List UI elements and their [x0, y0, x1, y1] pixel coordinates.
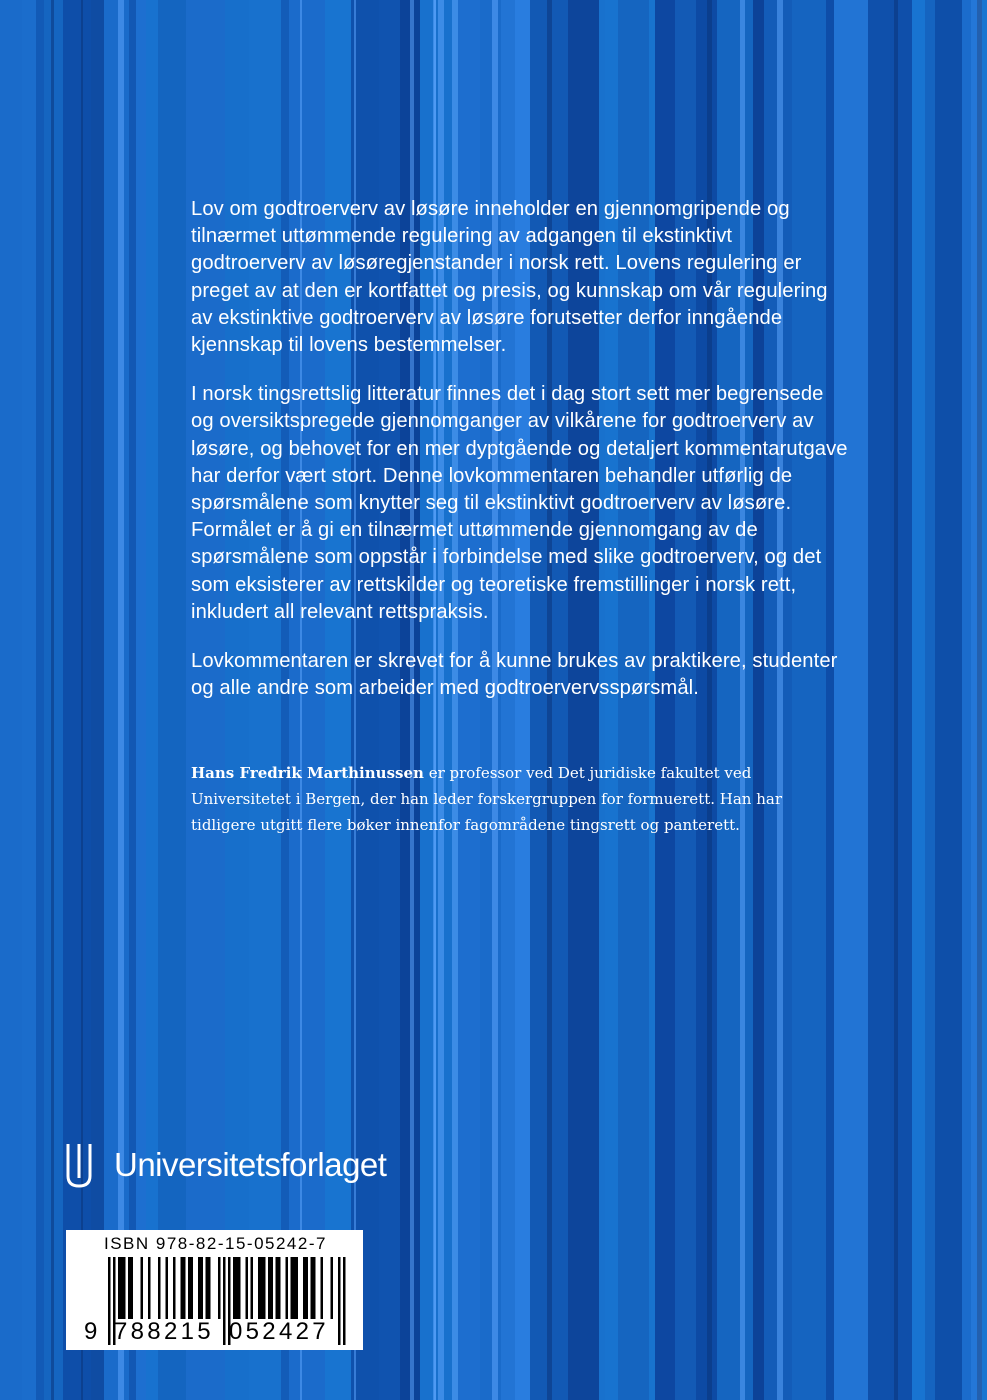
barcode-bar [173, 1257, 176, 1319]
publisher-logo [66, 1140, 386, 1190]
barcode-bar [268, 1257, 271, 1319]
stripe [104, 0, 129, 1400]
barcode-bar [233, 1257, 236, 1319]
barcode-digits [66, 1318, 363, 1348]
stripe [63, 0, 91, 1400]
stripe [129, 0, 136, 1400]
barcode-bar [198, 1257, 201, 1319]
barcode-bar [313, 1257, 316, 1319]
barcode-bar [306, 1257, 309, 1319]
stripe [925, 0, 935, 1400]
publisher-name: Universitetsforlaget [114, 1146, 387, 1183]
isbn-barcode [66, 1230, 363, 1350]
stripe [890, 0, 912, 1400]
barcode-bar [311, 1257, 314, 1319]
stripe-highlight [894, 0, 898, 1400]
stripe [22, 0, 36, 1400]
barcode-bar [276, 1257, 279, 1319]
barcode-bar [303, 1257, 306, 1319]
barcode-bar [296, 1257, 299, 1319]
barcode-bar [321, 1257, 324, 1319]
barcode-right-group: 052427 [229, 1318, 329, 1345]
barcode-bar [128, 1257, 131, 1319]
barcode-left-group: 788215 [114, 1318, 214, 1345]
barcode-bar [293, 1257, 296, 1319]
barcode-bar [246, 1257, 249, 1319]
barcode-bar [118, 1257, 121, 1319]
barcode-bar [258, 1257, 261, 1319]
barcode-bar [263, 1257, 266, 1319]
author-bio-text: er professor ved Det juridiske fakultet ved Universitetet i Bergen, der han leder forskergruppen for formuerett. Han har tidligere utgitt flere bøker innenfor fagområdene tingsrett og panterett. [191, 764, 783, 834]
barcode-bar [141, 1257, 144, 1319]
barcode-bar [201, 1257, 204, 1319]
barcode-bar [158, 1257, 161, 1319]
barcode-bar [238, 1257, 241, 1319]
stripe [868, 0, 890, 1400]
barcode-bar [331, 1257, 334, 1319]
stripe [935, 0, 962, 1400]
stripe-highlight [977, 0, 982, 1400]
universitetsforlaget-logo-icon [66, 1142, 92, 1188]
description-paragraph-1: Lov om godtroerverv av løsøre inneholder en gjennomgripende og tilnærmet uttømmende regulering av adgangen til ekstinktivt godtroerverv av løsøregjenstander i norsk rett. Lovens regulering er preget av at den er kortfattet og presis, og kunnskap om vår regulering av ekstinktive godtroerverv av løsøre forutsetter derfor inngående kjennskap til lovens bestemmelser. [191, 198, 828, 357]
barcode-bar [166, 1257, 169, 1319]
barcode-bar [251, 1257, 254, 1319]
barcode-bar [208, 1257, 211, 1319]
stripe-highlight [81, 0, 83, 1400]
author-bio [191, 760, 811, 838]
description-paragraph-2: I norsk tingsrettslig litteratur finnes det i dag stort sett mer begrensede og oversiktspregede gjennomganger av vilkårene for godtroerverv av løsøre, og behovet for en mer dyptgående og detaljert kommentarutgave har derfor vært stort. Denne lovkommentaren behandler utførlig de spørsmålene som knytter seg til ekstinktivt godtroerverv av løsøre. Formålet er å gi en tilnærmet uttømmende gjennomgang av de spørsmålene som oppstår i forbindelse med slike godtroerverv, og det som eksisterer av rettskilder og teoretiske fremstillinger i norsk rett, inkludert all relevant rettspraksis. [191, 383, 848, 623]
stripe [136, 0, 146, 1400]
barcode-bar [261, 1257, 264, 1319]
stripe [91, 0, 104, 1400]
barcode-bar [148, 1257, 151, 1319]
barcode-bar [286, 1257, 289, 1319]
barcode-bar [191, 1257, 194, 1319]
stripe [158, 0, 186, 1400]
author-name: Hans Fredrik Marthinussen [191, 764, 424, 782]
barcode-bar [278, 1257, 281, 1319]
barcode-bar [206, 1257, 209, 1319]
stripe [962, 0, 971, 1400]
barcode-bar [123, 1257, 126, 1319]
barcode-bar [188, 1257, 191, 1319]
barcode-bar [291, 1257, 294, 1319]
description-paragraph-3: Lovkommentaren er skrevet for å kunne brukes av praktikere, studenter og alle andre som arbeider med godtroervervsspørsmål. [191, 650, 838, 700]
barcode-bar [236, 1257, 239, 1319]
barcode-first-digit: 9 [84, 1318, 98, 1345]
barcode-bar [271, 1257, 274, 1319]
back-cover-description [191, 196, 851, 724]
barcode-bar [218, 1257, 221, 1319]
barcode-bar [183, 1257, 186, 1319]
stripe [0, 0, 22, 1400]
barcode-bar [131, 1257, 134, 1319]
stripe [912, 0, 925, 1400]
stripe [146, 0, 158, 1400]
isbn-label: ISBN 978-82-15-05242-7 [104, 1234, 327, 1253]
stripe-highlight [51, 0, 54, 1400]
barcode-bar [181, 1257, 184, 1319]
stripe [36, 0, 44, 1400]
barcode-bar [121, 1257, 124, 1319]
stripe [971, 0, 977, 1400]
stripe-highlight [118, 0, 124, 1400]
